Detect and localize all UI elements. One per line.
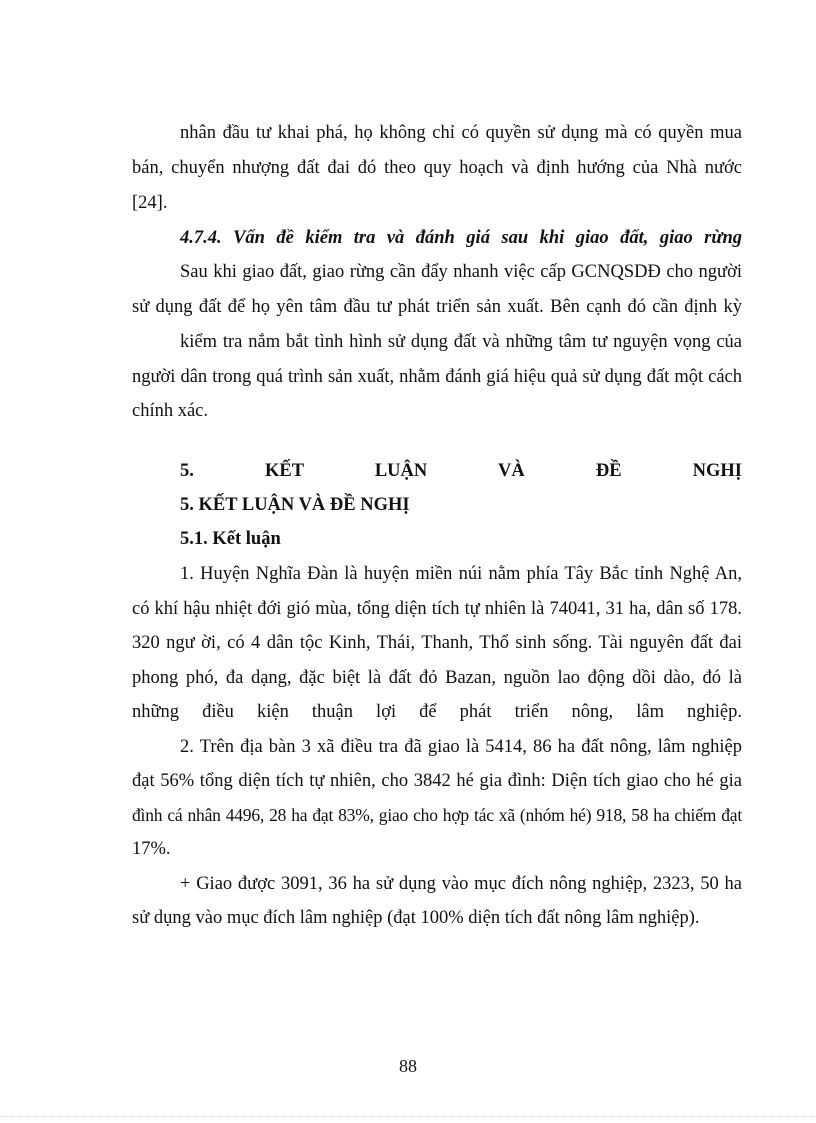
- paragraph-line: kiểm tra nắm bắt tình hình sử dụng đất và những tâm tư nguyện vọng của: [180, 332, 742, 352]
- paragraph-line: bán, chuyển nhượng đất đai đó theo quy hoạch và định hướng của Nhà nước: [132, 158, 742, 178]
- paragraph-line: [24].: [132, 193, 168, 213]
- paragraph-line: nhân đầu tư khai phá, họ không chỉ có quyền sử dụng mà có quyền mua: [180, 123, 742, 143]
- paragraph-line: 1. Huyện Nghĩa Đàn là huyện miền núi nằm phía Tây Bắc tỉnh Nghệ An,: [180, 564, 742, 584]
- paragraph-line: người dân trong quá trình sản xuất, nhằm đánh giá hiệu quả sử dụng đất một cách: [132, 367, 742, 387]
- page-number: 88: [399, 1056, 417, 1076]
- paragraph-line: đình cá nhân 4496, 28 ha đạt 83%, giao cho hợp tác xã (nhóm hé) 918, 58 ha chiếm đạt: [132, 805, 742, 825]
- paragraph-line: + Giao được 3091, 36 ha sử dụng vào mục đích nông nghiệp, 2323, 50 ha: [180, 874, 742, 894]
- paragraph-line: phong phó, đa dạng, đặc biệt là đất đỏ Bazan, nguồn lao động dồi dào, đó là: [132, 668, 742, 688]
- paragraph-line: 17%.: [132, 839, 171, 859]
- paragraph-line: Sau khi giao đất, giao rừng cần đẩy nhanh việc cấp GCNQSDĐ cho người: [180, 262, 742, 282]
- paragraph-line: những điều kiện thuận lợi để phát triển nông, lâm nghiệp.: [132, 702, 742, 722]
- paragraph-line: chính xác.: [132, 401, 209, 421]
- paragraph-line: có khí hậu nhiệt đới gió mùa, tổng diện tích tự nhiên là 74041, 31 ha, dân số 178.: [132, 599, 742, 619]
- chapter-heading: 5. KẾT LUẬN VÀ ĐỀ NGHỊ: [180, 495, 410, 515]
- paragraph-line: 320 ngư ời, có 4 dân tộc Kinh, Thái, Thanh, Thổ sinh sống. Tài nguyên đất đai: [132, 633, 742, 653]
- paragraph-line: sử dụng đất để họ yên tâm đầu tư phát triển sản xuất. Bên cạnh đó cần định kỳ: [132, 297, 742, 317]
- chapter-heading-spread: 5. KẾT LUẬN VÀ ĐỀ NGHỊ: [180, 461, 742, 481]
- section-heading-4-7-4: 4.7.4. Vấn đề kiểm tra và đánh giá sau khi giao đất, giao rừng: [180, 228, 742, 248]
- footer-divider: [0, 1116, 816, 1117]
- subsection-heading: 5.1. Kết luận: [180, 529, 281, 549]
- paragraph-line: sử dụng vào mục đích lâm nghiệp (đạt 100% diện tích đất nông lâm nghiệp).: [132, 908, 700, 928]
- paragraph-line: 2. Trên địa bàn 3 xã điều tra đã giao là 5414, 86 ha đất nông, lâm nghiệp: [180, 737, 742, 757]
- paragraph-line: đạt 56% tổng diện tích tự nhiên, cho 3842 hé gia đình: Diện tích giao cho hé gia: [132, 771, 742, 791]
